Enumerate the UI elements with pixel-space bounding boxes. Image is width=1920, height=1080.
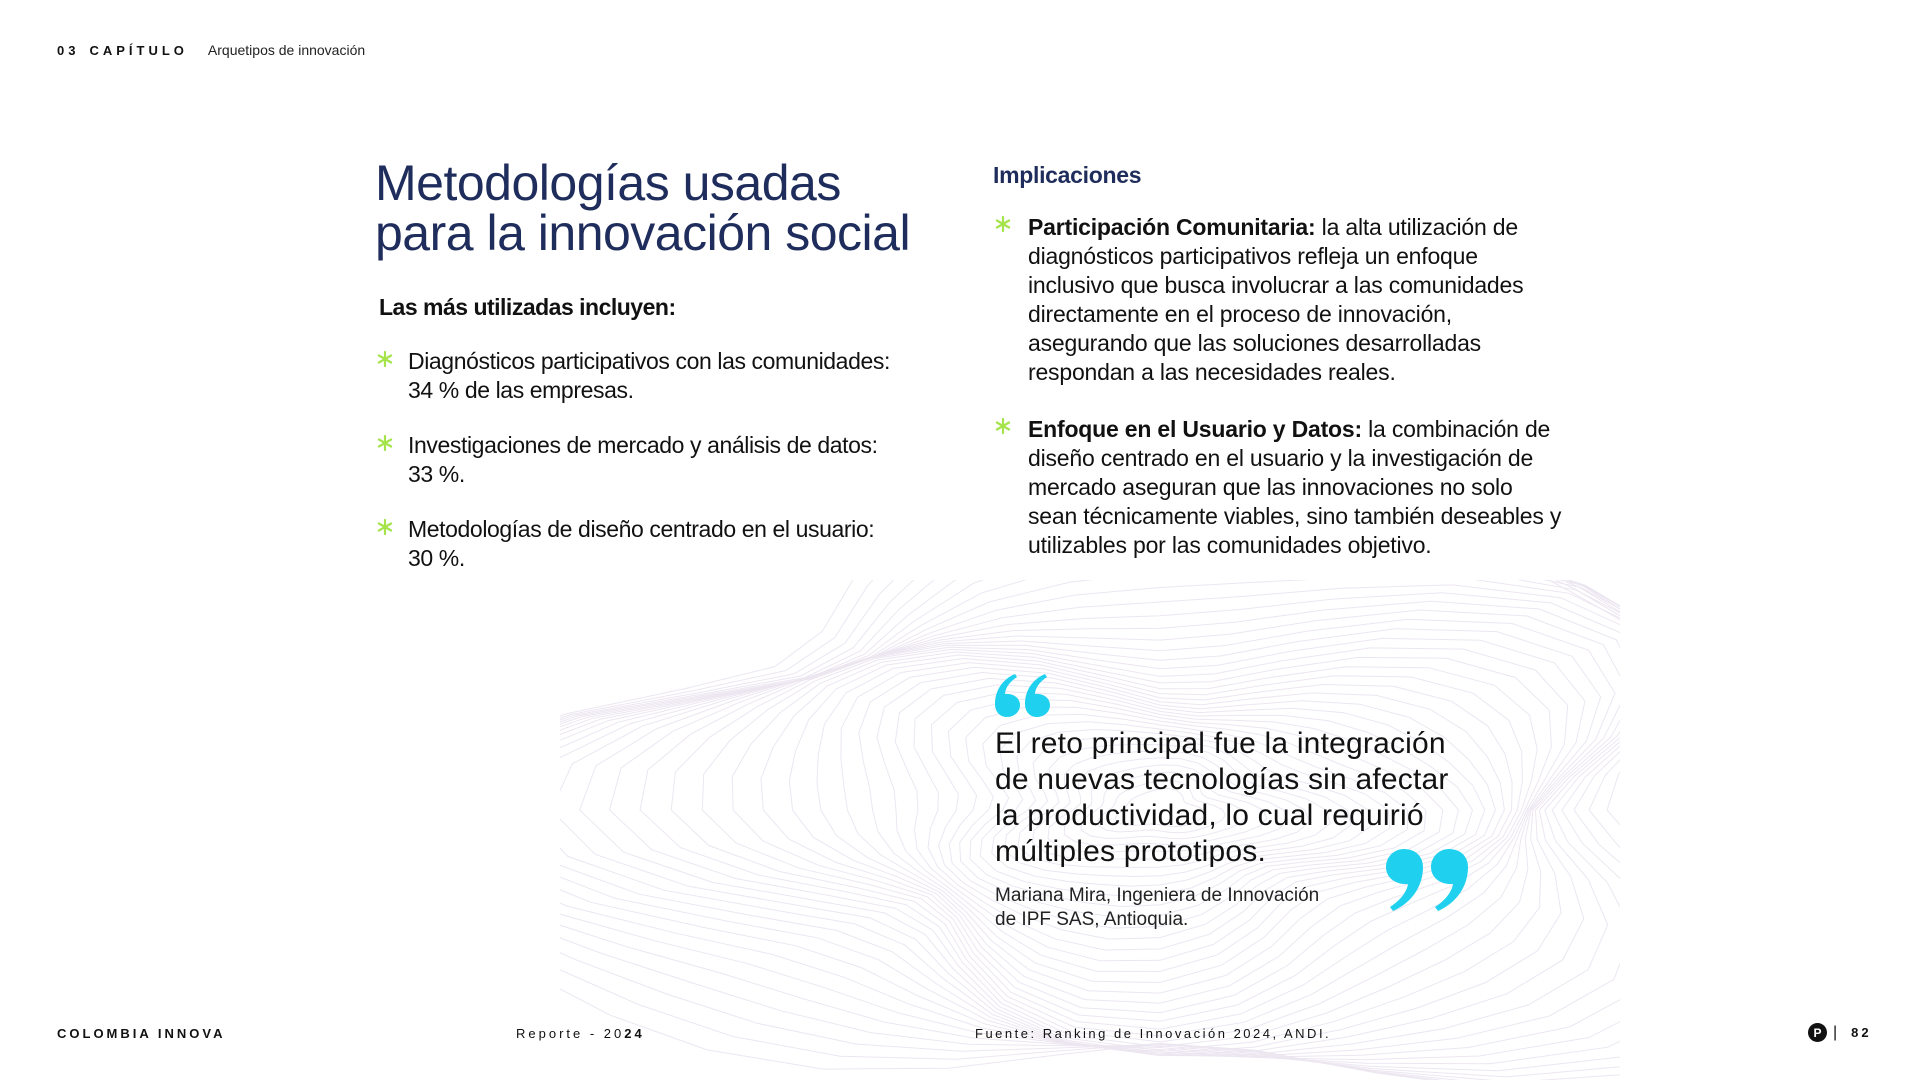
method-line: 33 %.	[408, 461, 465, 487]
page-title-line-2: para la innovación social	[375, 205, 911, 261]
page-footer	[0, 1023, 1920, 1046]
implications-title: Implicaciones	[993, 162, 1142, 188]
p-logo-icon: P	[1808, 1023, 1827, 1042]
method-line: Metodologías de diseño centrado en el usuario:	[408, 516, 875, 542]
close-quote-icon	[1383, 847, 1471, 913]
implication-text: la alta utilización de diagnósticos participativos refleja un enfoque inclusivo que busca involucrar a las comunidades directamente en el proceso de innovación, asegurando que las soluciones desarrolladas respondan a las necesidades reales.	[1028, 214, 1524, 385]
list-item	[993, 213, 1563, 387]
page-title-line-1: Metodologías usadas	[375, 155, 841, 211]
chapter-title: Arquetipos de innovación	[207, 42, 366, 58]
asterisk-bullet-icon	[993, 416, 1013, 436]
quote-author-line: Mariana Mira, Ingeniera de Innovación	[995, 885, 1320, 906]
list-item	[375, 515, 955, 573]
chapter-header	[57, 42, 365, 58]
implication-text: la combinación de diseño centrado en el usuario y la investigación de mercado aseguran que las innovaciones no solo sean técnicamente viables, sino también deseables y utilizables por las comunidades objetivo.	[1028, 416, 1562, 558]
asterisk-bullet-icon	[375, 349, 395, 369]
testimonial-quote	[993, 672, 1553, 932]
page-number: 82	[1851, 1025, 1872, 1040]
quote-line: El reto principal fue la integración	[995, 727, 1446, 760]
method-line: 34 % de las empresas.	[408, 377, 634, 403]
quote-line: múltiples prototipos.	[995, 835, 1266, 868]
implications-list	[993, 213, 1563, 560]
page-indicator	[1808, 1023, 1872, 1042]
implication-heading: Participación Comunitaria:	[1028, 214, 1316, 240]
asterisk-bullet-icon	[375, 433, 395, 453]
methods-subtitle: Las más utilizadas incluyen:	[379, 294, 676, 320]
method-line: 30 %.	[408, 545, 465, 571]
footer-report-label: Reporte - 20	[516, 1026, 625, 1041]
methods-list	[375, 347, 955, 573]
methodologies-section	[375, 155, 955, 599]
footer-brand: COLOMBIA INNOVA	[57, 1026, 226, 1041]
quote-author-line: de IPF SAS, Antioquia.	[995, 909, 1189, 930]
implication-heading: Enfoque en el Usuario y Datos:	[1028, 416, 1362, 442]
method-line: Diagnósticos participativos con las comunidades:	[408, 348, 890, 374]
quote-line: la productividad, lo cual requirió	[995, 799, 1424, 832]
list-item	[375, 431, 955, 489]
asterisk-bullet-icon	[993, 214, 1013, 234]
footer-source: Fuente: Ranking de Innovación 2024, ANDI.	[975, 1026, 1332, 1041]
list-item	[993, 415, 1563, 560]
asterisk-bullet-icon	[375, 517, 395, 537]
method-line: Investigaciones de mercado y análisis de datos:	[408, 432, 878, 458]
footer-report-year: 24	[624, 1026, 645, 1041]
page-title	[375, 155, 955, 261]
list-item	[375, 347, 955, 405]
open-quote-icon	[993, 672, 1053, 718]
footer-report	[516, 1026, 645, 1041]
quote-line: de nuevas tecnologías sin afectar	[995, 763, 1449, 796]
chapter-number: 03	[57, 43, 80, 58]
page-separator: |	[1833, 1023, 1838, 1041]
implications-section	[993, 162, 1563, 588]
chapter-label: CAPÍTULO	[89, 43, 188, 58]
